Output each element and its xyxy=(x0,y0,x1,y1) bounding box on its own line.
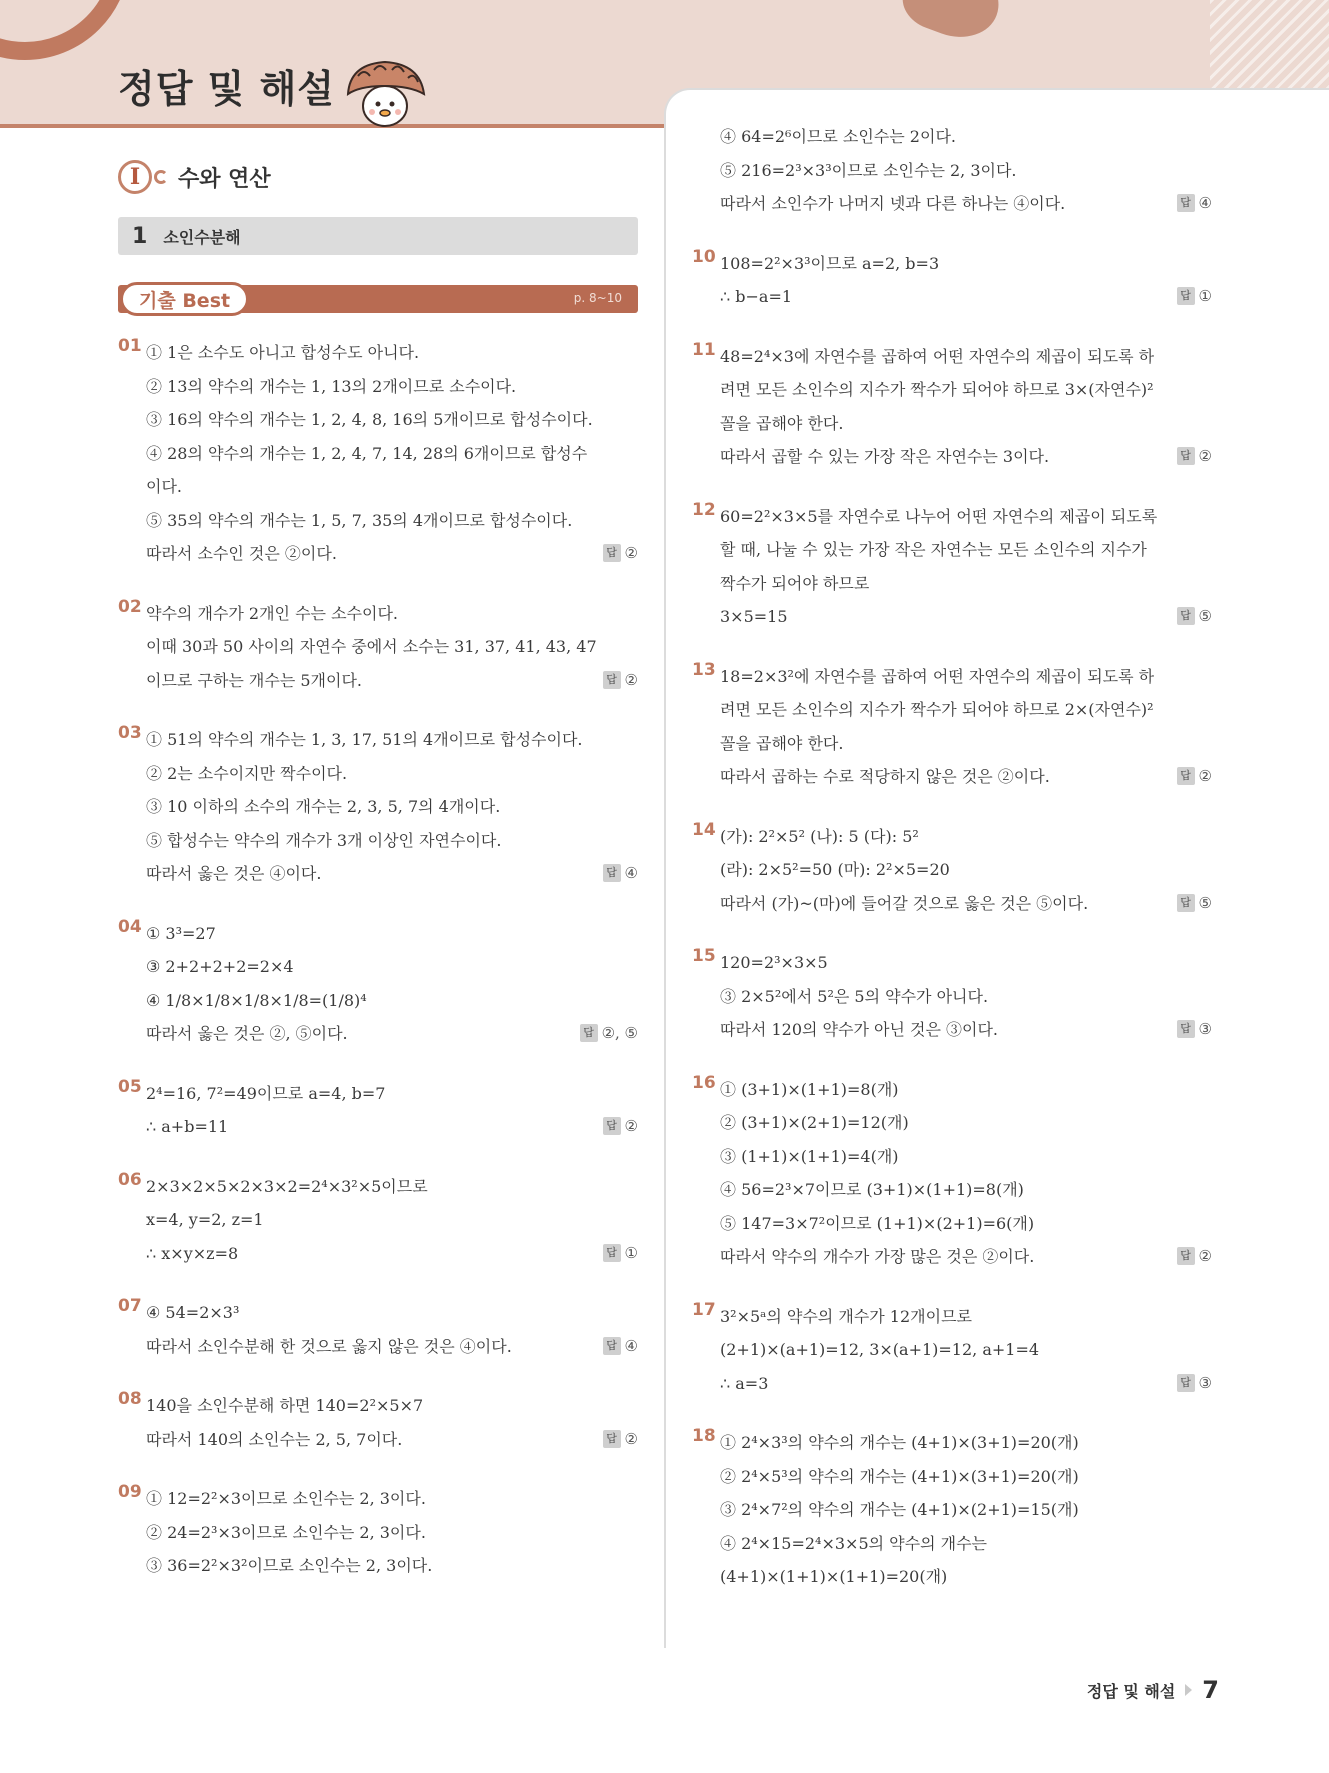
section-heading xyxy=(118,217,638,255)
problem-item xyxy=(692,946,1212,1047)
answer-value: ② xyxy=(624,544,638,562)
solution-line: ② (3+1)×(2+1)=12(개) xyxy=(720,1113,909,1132)
problem-solution xyxy=(146,723,638,891)
conclusion-text: 따라서 곱할 수 있는 가장 작은 자연수는 3이다. xyxy=(720,447,1050,466)
problem-number: 10 xyxy=(692,246,716,267)
problem-solution xyxy=(146,1482,638,1583)
problem-item xyxy=(692,247,1212,314)
chapter-number-badge: I xyxy=(118,160,152,194)
answer-value: ②, ⑤ xyxy=(601,1024,638,1042)
conclusion-row xyxy=(146,1423,638,1457)
conclusion-row xyxy=(720,440,1212,474)
conclusion-row xyxy=(720,1013,1212,1047)
conclusion-text: 따라서 소인수분해 한 것으로 옳지 않은 것은 ④이다. xyxy=(146,1336,512,1356)
solution-line: ② 13의 약수의 개수는 1, 13의 2개이므로 소수이다. xyxy=(146,376,517,396)
solution-line: ④ 64=2⁶이므로 소인수는 2이다. xyxy=(720,127,956,146)
solution-line: (가): 2²×5² (나): 5 (다): 5² xyxy=(720,826,919,846)
problem-number: 18 xyxy=(692,1426,716,1446)
conclusion-text: ∴ a+b=11 xyxy=(146,1117,229,1136)
answer-value: ④ xyxy=(1198,194,1212,212)
answer-label xyxy=(580,1017,638,1051)
problem-item xyxy=(692,500,1212,634)
problem-item xyxy=(118,1296,638,1363)
answer-value: ① xyxy=(624,1243,638,1262)
solution-line: 120=2³×3×5 xyxy=(720,953,828,972)
problem-solution xyxy=(720,660,1212,794)
problem-solution xyxy=(720,946,1212,1047)
answer-label xyxy=(1177,1240,1212,1274)
conclusion-row xyxy=(720,280,1212,314)
answer-badge-icon: 답 xyxy=(603,864,621,882)
problem-item xyxy=(692,1073,1212,1274)
answer-badge-icon: 답 xyxy=(1177,767,1195,785)
left-column xyxy=(118,336,638,1609)
solution-line: ⑤ 147=3×7²이므로 (1+1)×(2+1)=6(개) xyxy=(720,1213,1035,1233)
problem-solution xyxy=(720,247,1212,314)
answer-label xyxy=(1177,187,1212,221)
best-label: 기출 Best xyxy=(120,282,249,316)
conclusion-text: 따라서 140의 소인수는 2, 5, 7이다. xyxy=(146,1429,403,1449)
solution-line: ⑤ 216=2³×3³이므로 소인수는 2, 3이다. xyxy=(720,160,1017,180)
answer-label xyxy=(1177,760,1212,794)
solution-line: ① (3+1)×(1+1)=8(개) xyxy=(720,1079,899,1099)
problem-number: 15 xyxy=(692,946,716,966)
answer-badge-icon: 답 xyxy=(580,1024,598,1042)
header-underline xyxy=(0,124,668,128)
solution-line: x=4, y=2, z=1 xyxy=(146,1210,264,1229)
solution-line: ③ 10 이하의 소수의 개수는 2, 3, 5, 7의 4개이다. xyxy=(146,797,501,816)
conclusion-row xyxy=(720,760,1212,794)
problem-solution xyxy=(146,597,638,698)
problem-solution xyxy=(146,1170,638,1271)
solution-line: 18=2×3²에 자연수를 곱하여 어떤 자연수의 제곱이 되도록 하 xyxy=(720,666,1155,686)
problem-number: 04 xyxy=(118,916,142,937)
section-number: 1 xyxy=(132,223,148,249)
problem-item xyxy=(692,120,1212,221)
answer-label xyxy=(603,1237,638,1271)
problem-solution xyxy=(720,1300,1212,1401)
problem-solution xyxy=(146,1077,638,1144)
solution-line: ② 2는 소수이지만 짝수이다. xyxy=(146,763,348,783)
solution-line: ④ 28의 약수의 개수는 1, 2, 4, 7, 14, 28의 6개이므로 합성수 xyxy=(146,443,588,463)
answer-badge-icon: 답 xyxy=(603,1430,621,1448)
answer-badge-icon: 답 xyxy=(1177,1374,1195,1392)
answer-label xyxy=(1177,1013,1212,1047)
answer-badge-icon: 답 xyxy=(1177,194,1195,212)
problem-item xyxy=(692,660,1212,794)
answer-label xyxy=(603,1110,638,1144)
problem-item xyxy=(118,597,638,698)
answer-label xyxy=(1177,887,1212,921)
answer-label xyxy=(603,857,638,891)
solution-line: 짝수가 되어야 하므로 xyxy=(720,573,870,593)
conclusion-text: 이므로 구하는 개수는 5개이다. xyxy=(146,670,362,690)
answer-badge-icon: 답 xyxy=(603,1337,621,1355)
answer-value: ② xyxy=(1198,447,1212,465)
answer-value: ④ xyxy=(624,1336,638,1355)
conclusion-row xyxy=(146,1237,638,1271)
answer-value: ② xyxy=(1198,767,1212,785)
best-page-range: p. 8~10 xyxy=(573,291,622,305)
solution-line: ④ 54=2×3³ xyxy=(146,1303,240,1322)
mascot-icon xyxy=(340,56,430,132)
conclusion-text: ∴ x×y×z=8 xyxy=(146,1243,239,1263)
conclusion-text: 따라서 120의 약수가 아닌 것은 ③이다. xyxy=(720,1020,998,1039)
problem-item xyxy=(118,723,638,891)
problem-solution xyxy=(146,917,638,1051)
conclusion-row xyxy=(146,537,638,571)
solution-line: ① 2⁴×3³의 약수의 개수는 (4+1)×(3+1)=20(개) xyxy=(720,1433,1079,1452)
problem-number: 14 xyxy=(692,819,716,840)
problem-number: 08 xyxy=(118,1389,142,1409)
decorative-stripes xyxy=(1210,0,1329,100)
conclusion-text: ∴ b−a=1 xyxy=(720,287,793,306)
footer-arrow-icon xyxy=(1185,1684,1192,1696)
page-number: 7 xyxy=(1202,1676,1219,1704)
chapter-heading xyxy=(118,160,271,194)
solution-line: 60=2²×3×5를 자연수로 나누어 어떤 자연수의 제곱이 되도록 xyxy=(720,506,1158,526)
chapter-title: 수와 연산 xyxy=(178,166,271,192)
answer-badge-icon: 답 xyxy=(1177,1020,1195,1038)
solution-line: 48=2⁴×3에 자연수를 곱하여 어떤 자연수의 제곱이 되도록 하 xyxy=(720,346,1155,366)
solution-line: ① 51의 약수의 개수는 1, 3, 17, 51의 4개이므로 합성수이다. xyxy=(146,730,583,749)
solution-line: 이다. xyxy=(146,477,182,496)
solution-line: ③ 2+2+2+2=2×4 xyxy=(146,957,294,976)
answer-label xyxy=(603,664,638,698)
problem-solution xyxy=(720,820,1212,921)
solution-line: 140을 소인수분해 하면 140=2²×5×7 xyxy=(146,1396,424,1415)
decorative-blob xyxy=(895,0,1010,49)
answer-value: ④ xyxy=(624,864,638,882)
solution-line: 려면 모든 소인수의 지수가 짝수가 되어야 하므로 3×(자연수)² xyxy=(720,380,1154,399)
conclusion-text: 따라서 소수인 것은 ②이다. xyxy=(146,544,337,563)
solution-line: ② 2⁴×5³의 약수의 개수는 (4+1)×(3+1)=20(개) xyxy=(720,1466,1079,1486)
answer-badge-icon: 답 xyxy=(603,544,621,562)
solution-line: (라): 2×5²=50 (마): 2²×5=20 xyxy=(720,860,950,879)
solution-line: ③ 36=2²×3²이므로 소인수는 2, 3이다. xyxy=(146,1556,433,1575)
problem-number: 03 xyxy=(118,723,142,743)
solution-line: ③ 2×5²에서 5²은 5의 약수가 아니다. xyxy=(720,986,989,1006)
solution-line: ③ (1+1)×(1+1)=4(개) xyxy=(720,1146,899,1166)
answer-value: ③ xyxy=(1198,1020,1212,1038)
footer-title: 정답 및 해설 xyxy=(1086,1681,1176,1701)
answer-label xyxy=(1177,1367,1212,1401)
problem-number: 13 xyxy=(692,659,716,680)
answer-label xyxy=(603,537,638,571)
best-banner xyxy=(118,285,638,313)
section-title: 소인수분해 xyxy=(163,227,241,247)
problem-solution xyxy=(720,340,1212,474)
conclusion-text: 3×5=15 xyxy=(720,607,788,626)
solution-line: ④ 56=2³×7이므로 (3+1)×(1+1)=8(개) xyxy=(720,1180,1024,1199)
problem-number: 17 xyxy=(692,1299,716,1320)
answer-badge-icon: 답 xyxy=(603,671,621,689)
solution-line: ④ 2⁴×15=2⁴×3×5의 약수의 개수는 xyxy=(720,1533,987,1553)
solution-line: 할 때, 나눌 수 있는 가장 작은 자연수는 모든 소인수의 지수가 xyxy=(720,540,1147,559)
problem-item xyxy=(118,1482,638,1583)
problem-item xyxy=(118,917,638,1051)
solution-line: 약수의 개수가 2개인 수는 소수이다. xyxy=(146,603,398,623)
solution-line: 108=2²×3³이므로 a=2, b=3 xyxy=(720,253,940,273)
problem-item xyxy=(118,1077,638,1144)
solution-line: ⑤ 합성수는 약수의 개수가 3개 이상인 자연수이다. xyxy=(146,830,502,850)
problem-item xyxy=(692,820,1212,921)
conclusion-text: 따라서 곱하는 수로 적당하지 않은 것은 ②이다. xyxy=(720,767,1050,786)
solution-line: ⑤ 35의 약수의 개수는 1, 5, 7, 35의 4개이므로 합성수이다. xyxy=(146,510,573,530)
conclusion-row xyxy=(720,600,1212,634)
answer-badge-icon: 답 xyxy=(603,1117,621,1135)
answer-label xyxy=(603,1423,638,1457)
problem-item xyxy=(692,340,1212,474)
answer-label xyxy=(1177,440,1212,474)
problem-item xyxy=(118,336,638,571)
answer-badge-icon: 답 xyxy=(1177,894,1195,912)
problem-solution xyxy=(720,120,1212,221)
answer-badge-icon: 답 xyxy=(1177,607,1195,625)
problem-number: 11 xyxy=(692,339,716,360)
problem-number: 07 xyxy=(118,1296,142,1316)
problem-item xyxy=(118,1170,638,1271)
conclusion-text: 따라서 약수의 개수가 가장 많은 것은 ②이다. xyxy=(720,1247,1035,1266)
answer-value: ③ xyxy=(1198,1373,1212,1392)
problem-number: 09 xyxy=(118,1482,142,1502)
decorative-arc xyxy=(0,0,130,60)
conclusion-text: ∴ a=3 xyxy=(720,1373,769,1393)
problem-item xyxy=(692,1426,1212,1594)
solution-line: ③ 2⁴×7²의 약수의 개수는 (4+1)×(2+1)=15(개) xyxy=(720,1500,1079,1519)
conclusion-text: 따라서 옳은 것은 ②, ⑤이다. xyxy=(146,1024,348,1043)
conclusion-text: 따라서 소인수가 나머지 넷과 다른 하나는 ④이다. xyxy=(720,194,1066,213)
problem-item xyxy=(692,1300,1212,1401)
problem-number: 06 xyxy=(118,1169,142,1190)
problem-solution xyxy=(146,1389,638,1456)
solution-line: ① 12=2²×3이므로 소인수는 2, 3이다. xyxy=(146,1489,426,1508)
conclusion-row xyxy=(146,1110,638,1144)
answer-value: ① xyxy=(1198,287,1212,305)
page-footer xyxy=(1087,1676,1219,1704)
conclusion-row xyxy=(146,664,638,698)
solution-line: ② 24=2³×3이므로 소인수는 2, 3이다. xyxy=(146,1522,426,1542)
solution-line: ④ 1/8×1/8×1/8×1/8=(1/8)⁴ xyxy=(146,990,367,1010)
problem-number: 05 xyxy=(118,1076,142,1097)
solution-line: 2⁴=16, 7²=49이므로 a=4, b=7 xyxy=(146,1083,386,1103)
answer-badge-icon: 답 xyxy=(603,1244,621,1262)
solution-line: 려면 모든 소인수의 지수가 짝수가 되어야 하므로 2×(자연수)² xyxy=(720,700,1154,719)
solution-line: 이때 30과 50 사이의 자연수 중에서 소수는 31, 37, 41, 43, 47 xyxy=(146,637,597,656)
solution-line: (4+1)×(1+1)×(1+1)=20(개) xyxy=(720,1567,948,1586)
solution-line: ① 1은 소수도 아니고 합성수도 아니다. xyxy=(146,343,420,362)
problem-number: 16 xyxy=(692,1072,716,1093)
solution-line: 2×3×2×5×2×3×2=2⁴×3²×5이므로 xyxy=(146,1176,428,1196)
conclusion-text: 따라서 옳은 것은 ④이다. xyxy=(146,864,322,883)
solution-line: (2+1)×(a+1)=12, 3×(a+1)=12, a+1=4 xyxy=(720,1340,1040,1359)
conclusion-row xyxy=(146,857,638,891)
solution-line: ① 3³=27 xyxy=(146,923,216,943)
conclusion-row xyxy=(146,1330,638,1364)
solution-line: ③ 16의 약수의 개수는 1, 2, 4, 8, 16의 5개이므로 합성수이다. xyxy=(146,410,593,429)
answer-value: ② xyxy=(624,1117,638,1135)
problem-solution xyxy=(146,336,638,571)
problem-number: 02 xyxy=(118,596,142,617)
problem-solution xyxy=(146,1296,638,1363)
conclusion-row xyxy=(720,1240,1212,1274)
problem-solution xyxy=(720,1073,1212,1274)
conclusion-row xyxy=(720,1367,1212,1401)
answer-label xyxy=(1177,280,1212,314)
problem-item xyxy=(118,1389,638,1456)
solution-line: 3²×5ᵃ의 약수의 개수가 12개이므로 xyxy=(720,1306,972,1326)
problem-number: 12 xyxy=(692,499,716,520)
answer-value: ② xyxy=(1198,1247,1212,1265)
conclusion-text: 따라서 (가)~(마)에 들어갈 것으로 옳은 것은 ⑤이다. xyxy=(720,893,1089,913)
answer-badge-icon: 답 xyxy=(1177,447,1195,465)
answer-value: ⑤ xyxy=(1198,893,1212,912)
answer-badge-icon: 답 xyxy=(1177,287,1195,305)
solution-line: 꼴을 곱해야 한다. xyxy=(720,413,844,433)
page-title: 정답 및 해설 xyxy=(118,67,335,111)
right-column xyxy=(692,120,1212,1620)
answer-badge-icon: 답 xyxy=(1177,1247,1195,1265)
answer-value: ② xyxy=(624,1429,638,1448)
conclusion-row xyxy=(720,887,1212,921)
problem-solution xyxy=(720,500,1212,634)
answer-label xyxy=(603,1330,638,1364)
conclusion-row xyxy=(720,187,1212,221)
conclusion-row xyxy=(146,1017,638,1051)
problem-solution xyxy=(720,1426,1212,1594)
solution-line: 꼴을 곱해야 한다. xyxy=(720,733,844,753)
chapter-connector-icon xyxy=(154,170,168,184)
answer-label xyxy=(1177,600,1212,634)
problem-number: 01 xyxy=(118,336,142,356)
answer-value: ② xyxy=(624,670,638,689)
answer-value: ⑤ xyxy=(1198,607,1212,625)
